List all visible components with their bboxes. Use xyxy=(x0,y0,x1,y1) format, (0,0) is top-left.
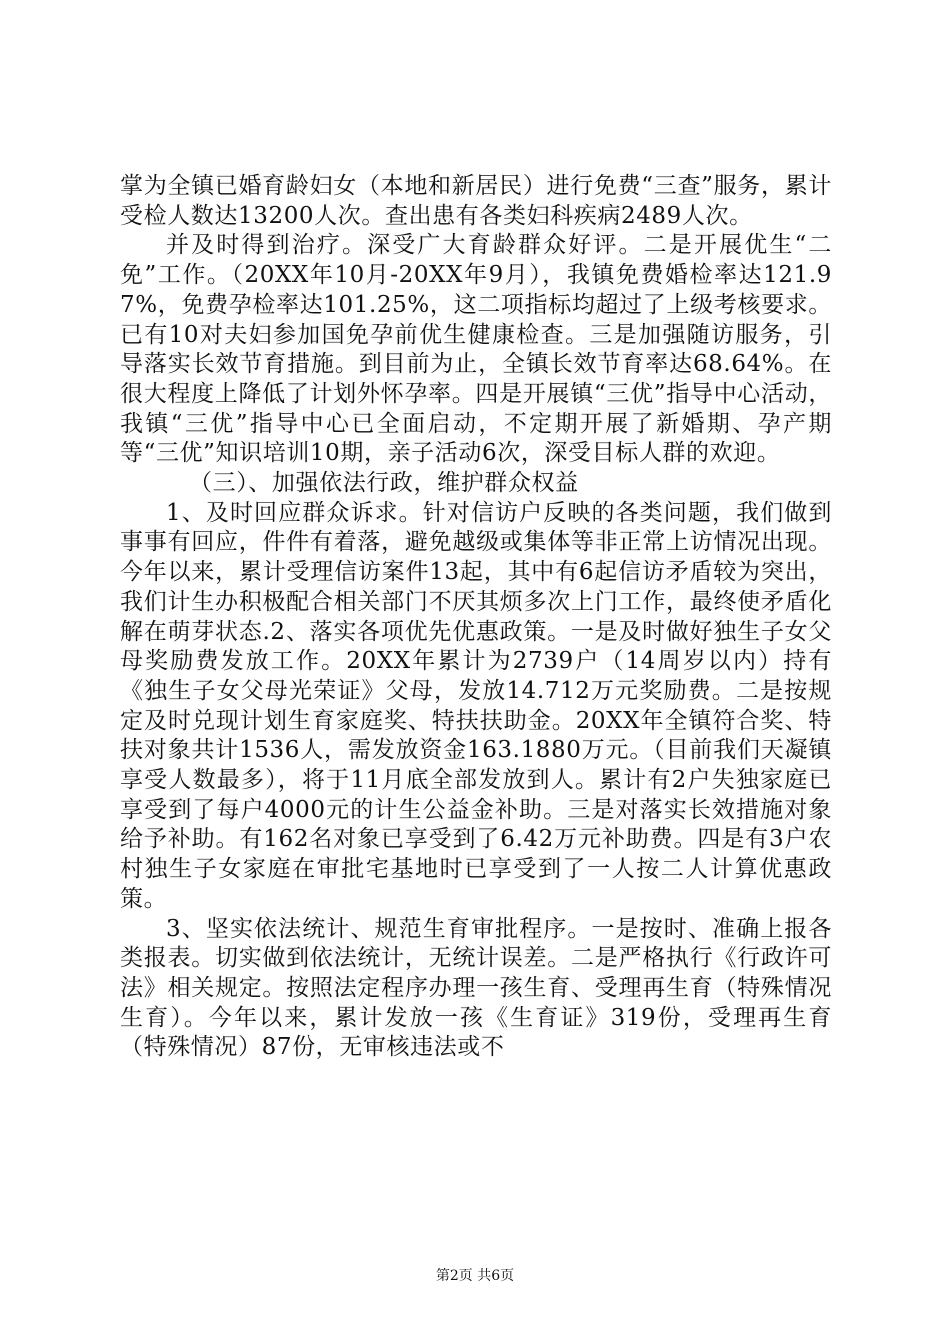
document-body xyxy=(120,172,832,1063)
paragraph-statistics-and-approval: 3、坚实依法统计、规范生育审批程序。一是按时、准确上报各类报表。切实做到依法统计，无统计误差。二是严格执行《行政许可法》相关规定。按照法定程序办理一孩生育、受理再生育（特殊情况生育）。今年以来，累计发放一孩《生育证》319份，受理再生育（特殊情况）87份，无审核违法或不 xyxy=(120,915,832,1061)
paragraph-maternal-health: 并及时得到治疗。深受广大育龄群众好评。二是开展优生“二免”工作。（20XX年10月-20XX年9月），我镇免费婚检率达121.97%，免费孕检率达101.25%，这二项指标均超过了上级考核要求。已有10对夫妇参加国免孕前优生健康检查。三是加强随访服务，引导落实长效节育措施。到目前为止，全镇长效节育率达68.64%。在很大程度上降低了计划外怀孕率。四是开展镇“三优”指导中心活动，我镇“三优”指导中心已全面启动，不定期开展了新婚期、孕产期等“三优”知识培训10期，亲子活动6次，深受目标人群的欢迎。 xyxy=(120,232,832,467)
section-heading: （三）、加强依法行政，维护群众权益 xyxy=(189,470,579,497)
paragraph-petitions-and-benefits: 1、及时回应群众诉求。针对信访户反映的各类问题，我们做到事事有回应，件件有着落，避免越级或集体等非正常上访情况出现。今年以来，累计受理信访案件13起，其中有6起信访矛盾较为突出，我们计生办积极配合相关部门不厌其烦多次上门工作，最终使矛盾化解在萌芽状态.2、落实各项优先优惠政策。一是及时做好独生子女父母奖励费发放工作。20XX年累计为2739户（14周岁以内）持有《独生子女父母光荣证》父母，发放14.712万元奖励费。二是按规定及时兑现计划生育家庭奖、特扶扶助金。20XX年全镇符合奖、特扶对象共计1536人，需发放资金163.1880万元。（目前我们天凝镇享受人数最多），将于11月底全部发放到人。累计有2户失独家庭已享受到了每户4000元的计生公益金补助。三是对落实长效措施对象给予补助。有162名对象已享受到了6.42万元补助费。四是有3户农村独生子女家庭在审批宅基地时已享受到了一人按二人计算优惠政策。 xyxy=(120,499,832,912)
page-footer: 第2页 共6页 xyxy=(435,1268,515,1284)
paragraph-continuation: 掌为全镇已婚育龄妇女（本地和新居民）进行免费“三查”服务，累计受检人数达13200人次。查出患有各类妇科疾病2489人次。 xyxy=(120,173,832,229)
